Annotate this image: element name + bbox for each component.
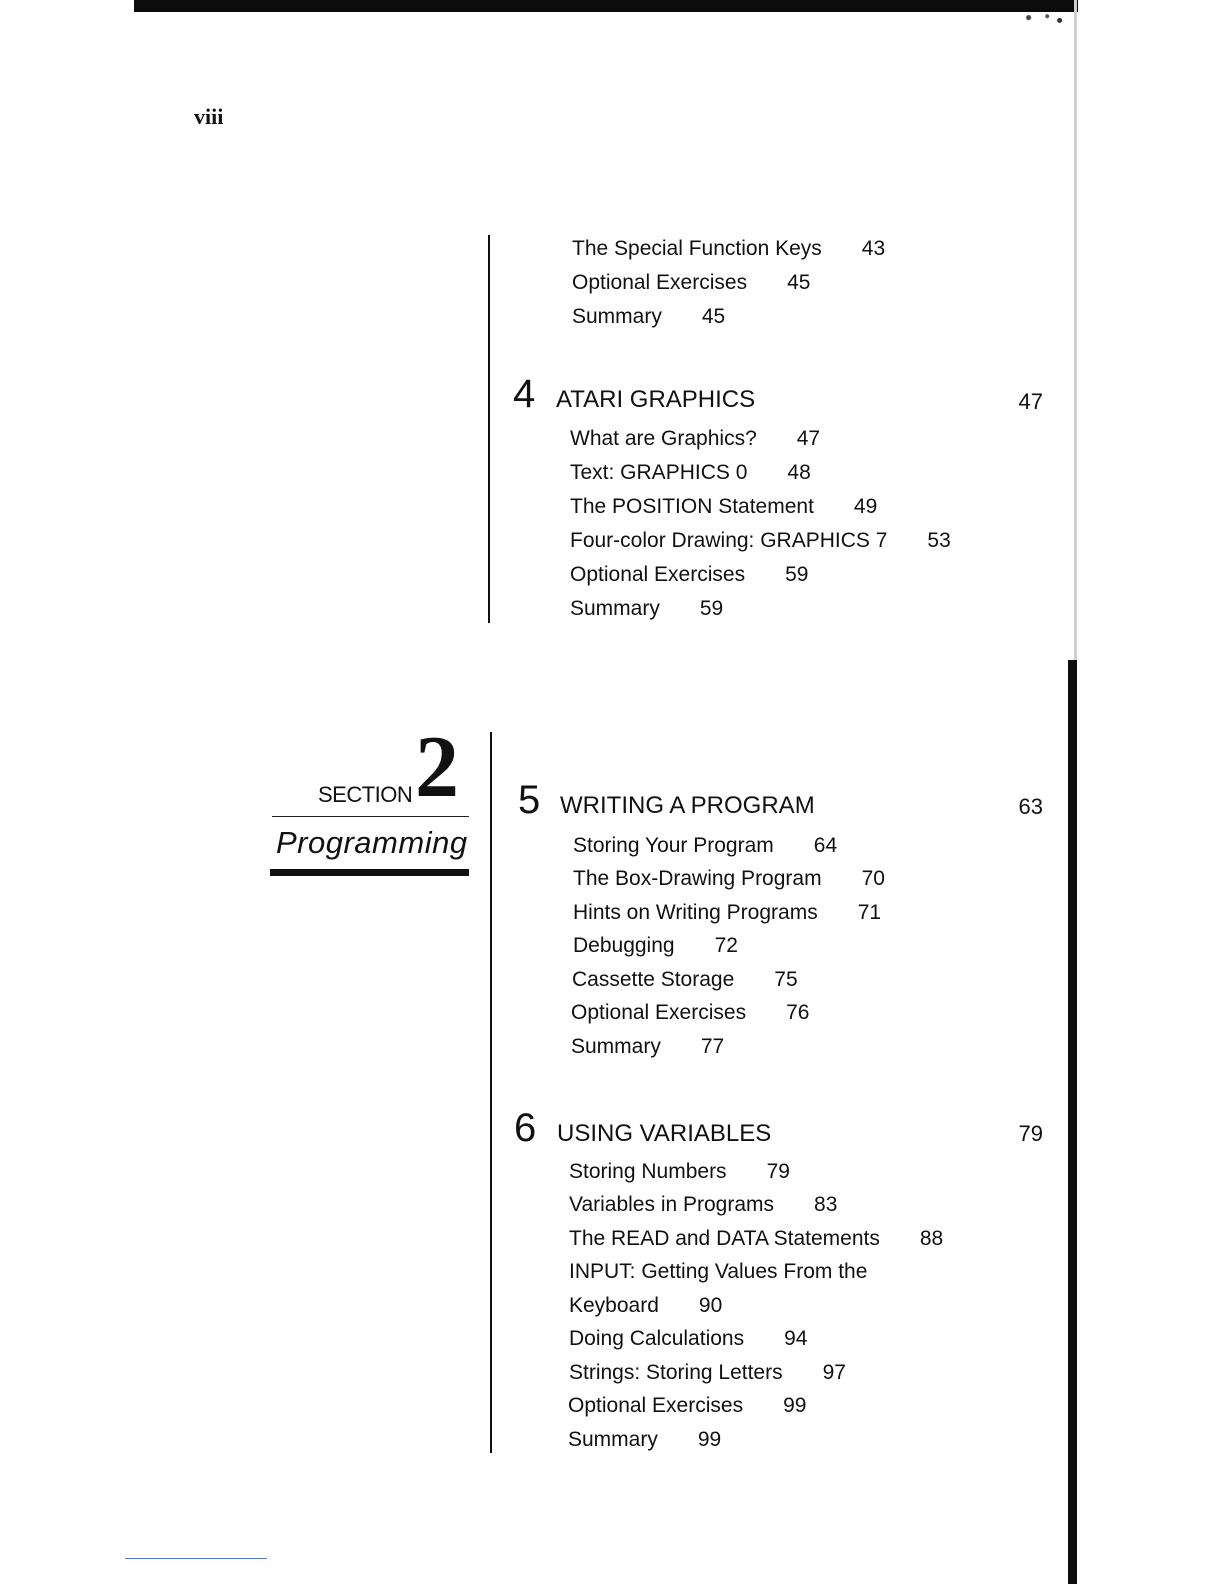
toc-item-page: 94 xyxy=(784,1327,808,1350)
toc-item[interactable] xyxy=(572,305,725,329)
right-edge-dark-shadow xyxy=(1068,660,1077,1584)
toc-item-title: Summary xyxy=(568,1428,658,1451)
toc-item[interactable] xyxy=(570,563,808,587)
toc-item[interactable] xyxy=(573,834,837,858)
toc-item-page: 45 xyxy=(701,305,726,328)
bottom-scan-line xyxy=(125,1558,267,1559)
toc-item[interactable] xyxy=(569,1227,943,1251)
toc-item-page: 75 xyxy=(774,968,798,991)
toc-item-title: The Special Function Keys xyxy=(572,237,822,260)
top-edge-shadow xyxy=(134,0,1078,12)
toc-item-title: Summary xyxy=(570,597,660,620)
toc-item-page: 64 xyxy=(813,834,838,857)
section-title: Programming xyxy=(276,825,468,860)
toc-item-page: 99 xyxy=(783,1394,807,1417)
toc-item[interactable] xyxy=(570,495,877,519)
chapter-title[interactable]: USING VARIABLES xyxy=(557,1120,772,1147)
toc-item[interactable] xyxy=(570,529,951,553)
toc-item-title: Optional Exercises xyxy=(572,271,748,294)
toc-item-page: 99 xyxy=(697,1428,722,1451)
toc-item-title: Variables in Programs xyxy=(569,1193,775,1216)
toc-item-title: Strings: Storing Letters xyxy=(569,1361,783,1384)
toc-item[interactable] xyxy=(571,1035,724,1059)
chapter-number: 6 xyxy=(514,1106,537,1150)
toc-item-title: The POSITION Statement xyxy=(570,495,814,518)
page-number: viii xyxy=(194,104,224,129)
chapter-number: 5 xyxy=(518,778,541,822)
toc-item-page: 43 xyxy=(861,237,886,260)
toc-item[interactable] xyxy=(569,1294,722,1318)
toc-item-title: Cassette Storage xyxy=(572,968,735,991)
toc-item[interactable] xyxy=(570,427,820,451)
toc-item[interactable] xyxy=(571,1001,809,1025)
toc-item[interactable] xyxy=(572,271,810,295)
toc-item-page: 79 xyxy=(766,1160,790,1183)
toc-item-title: Four-color Drawing: GRAPHICS 7 xyxy=(570,529,888,552)
toc-item[interactable] xyxy=(569,1361,846,1385)
toc-item-title: Keyboard xyxy=(569,1294,659,1317)
section-rule-thick xyxy=(270,869,469,876)
toc-item-page: 90 xyxy=(698,1294,723,1317)
chapter-page: 47 xyxy=(1018,389,1043,414)
toc-item-title: Doing Calculations xyxy=(569,1327,745,1350)
toc-item-page: 77 xyxy=(700,1035,725,1058)
section-number: 2 xyxy=(415,719,459,816)
toc-item-title: Text: GRAPHICS 0 xyxy=(570,461,748,484)
toc-item-title: Storing Your Program xyxy=(573,834,774,857)
toc-item-page: 59 xyxy=(699,597,724,620)
chapter-page: 63 xyxy=(1018,794,1043,819)
toc-item[interactable] xyxy=(569,1193,837,1217)
toc-item-page: 59 xyxy=(785,563,809,586)
toc-item-page: 70 xyxy=(861,867,885,890)
toc-item[interactable] xyxy=(569,1160,790,1184)
toc-item-page: 71 xyxy=(857,901,882,924)
toc-item-page: 45 xyxy=(787,271,811,294)
toc-item-title: Optional Exercises xyxy=(568,1394,744,1417)
chapter-page: 79 xyxy=(1018,1121,1043,1146)
toc-item[interactable] xyxy=(568,1428,721,1452)
toc-item-page: 97 xyxy=(822,1361,846,1384)
toc-item-page: 76 xyxy=(786,1001,810,1024)
toc-item-title: The Box-Drawing Program xyxy=(573,867,822,890)
toc-item[interactable] xyxy=(573,867,885,891)
toc-item-page: 72 xyxy=(714,934,738,957)
toc-item[interactable] xyxy=(568,1394,806,1418)
toc-vertical-rule-top xyxy=(488,235,490,623)
toc-item[interactable] xyxy=(572,968,798,992)
chapter-title[interactable]: ATARI GRAPHICS xyxy=(556,386,756,413)
toc-item-title: Debugging xyxy=(573,934,675,957)
toc-item[interactable] xyxy=(572,237,885,261)
toc-item-title: Storing Numbers xyxy=(569,1160,727,1183)
toc-item-page: 83 xyxy=(814,1193,838,1216)
chapter-title[interactable]: WRITING A PROGRAM xyxy=(560,792,815,819)
toc-item-title: The READ and DATA Statements xyxy=(569,1227,880,1250)
chapter-number: 4 xyxy=(513,372,536,416)
toc-item[interactable] xyxy=(569,1327,807,1351)
toc-item-title: INPUT: Getting Values From the xyxy=(569,1260,868,1283)
toc-item-page: 48 xyxy=(787,461,811,484)
toc-vertical-rule-bottom xyxy=(490,732,492,1453)
toc-item-page: 47 xyxy=(796,427,821,450)
toc-item-title: Hints on Writing Programs xyxy=(573,901,818,924)
toc-item[interactable] xyxy=(569,1260,867,1284)
scan-speck xyxy=(1010,12,1072,26)
toc-item[interactable] xyxy=(570,461,811,485)
toc-item-page: 49 xyxy=(853,495,878,518)
toc-item[interactable] xyxy=(570,597,723,621)
toc-item-title: Optional Exercises xyxy=(571,1001,747,1024)
toc-item-title: What are Graphics? xyxy=(570,427,757,450)
toc-item-title: Summary xyxy=(572,305,662,328)
toc-item[interactable] xyxy=(573,934,738,958)
toc-item-title: Summary xyxy=(571,1035,661,1058)
section-label: SECTION xyxy=(318,782,413,807)
toc-item-page: 88 xyxy=(919,1227,944,1250)
toc-item-title: Optional Exercises xyxy=(570,563,746,586)
toc-item-page: 53 xyxy=(927,529,951,552)
section-rule-thin xyxy=(272,816,469,817)
toc-item[interactable] xyxy=(573,901,881,925)
